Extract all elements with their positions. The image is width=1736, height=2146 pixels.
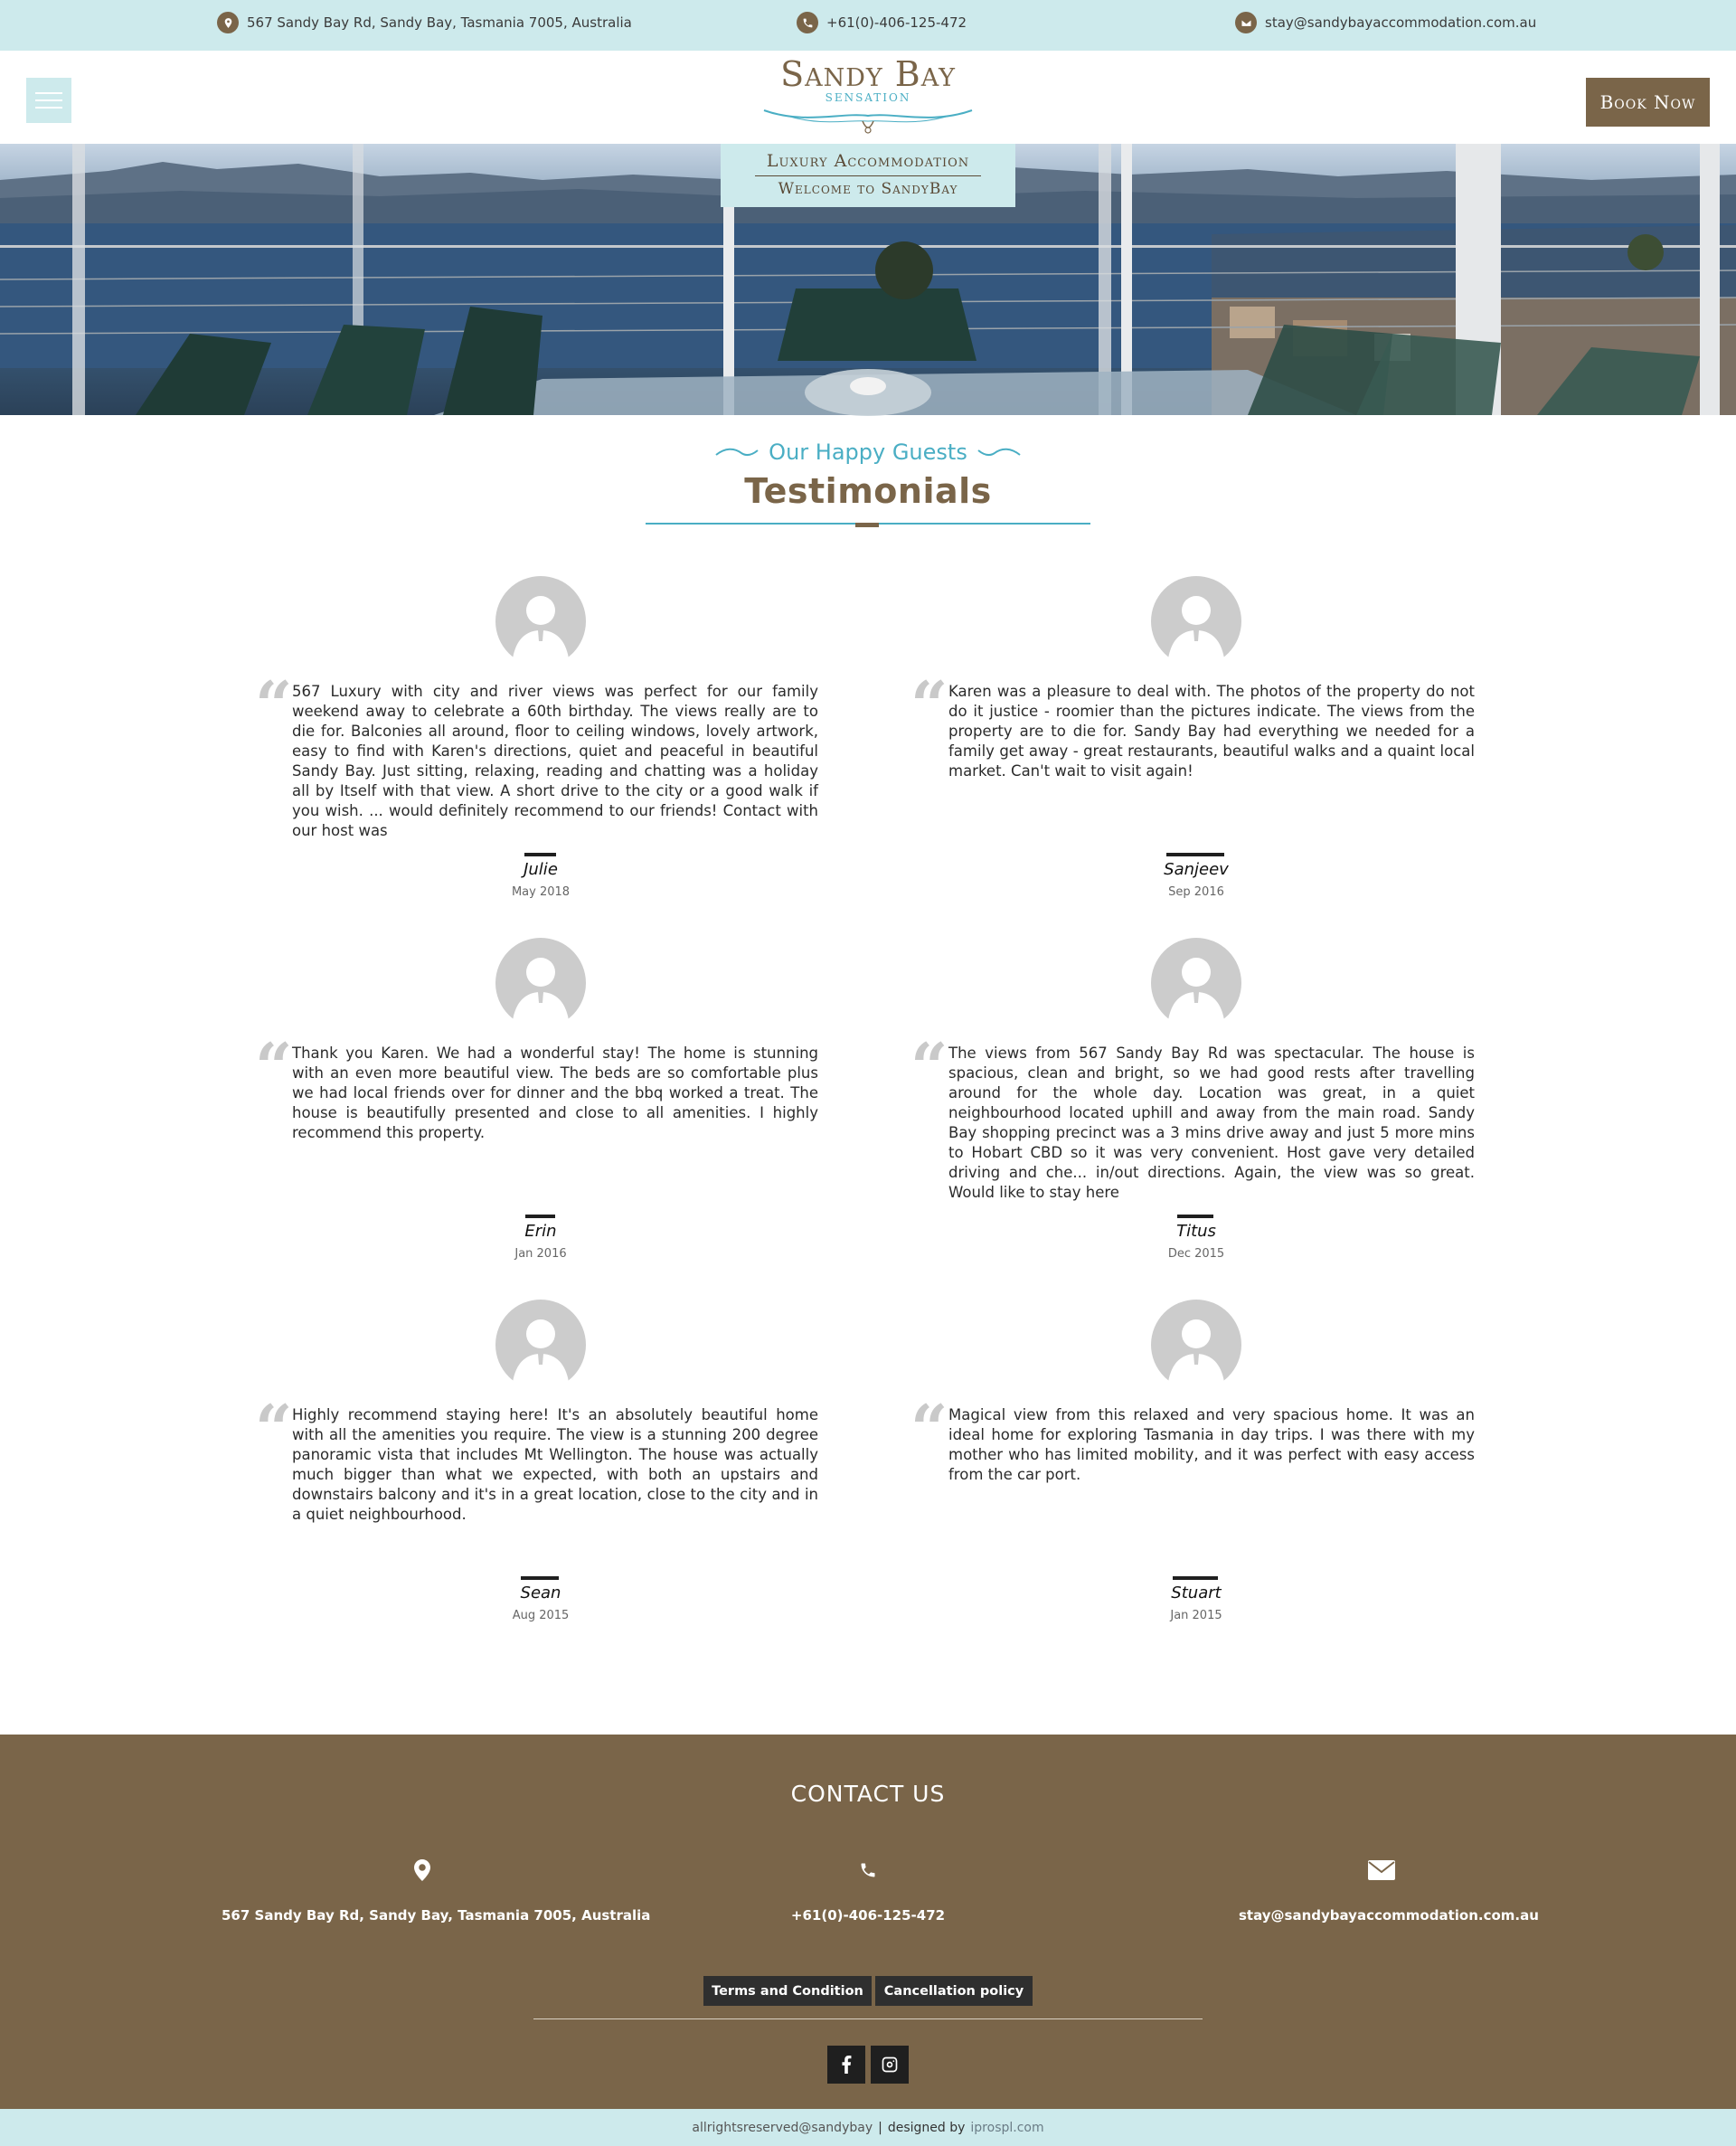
quote-icon: “ (255, 666, 293, 743)
quote-icon: “ (255, 1028, 293, 1105)
contact-us-heading: CONTACT US (790, 1781, 946, 1807)
guest-name: Sanjeev (1164, 860, 1229, 879)
hero-badge-divider (755, 175, 981, 176)
site-footer (0, 1735, 1736, 2109)
guest-name: Erin (524, 1222, 557, 1241)
hero-badge-subtitle: Welcome to SandyBay (778, 180, 958, 198)
quote-icon: “ (910, 1028, 948, 1105)
review-date: Aug 2015 (512, 1609, 570, 1622)
testimonials-subtitle-text: Our Happy Guests (769, 440, 967, 465)
review-text: Magical view from this relaxed and very spacious home. It was an ideal home for exploring Tasmania in day trips. I was there with my mother who has limited mobility, and it was perfect with easy access from the car port. (948, 1406, 1475, 1483)
guest-name: Titus (1176, 1222, 1216, 1241)
menu-toggle-button[interactable] (26, 78, 71, 123)
hamburger-line (35, 107, 62, 109)
left-swirl-ornament (714, 446, 760, 459)
testimonials-divider-mark (855, 523, 879, 527)
review-date: Dec 2015 (1167, 1247, 1225, 1261)
top-phone[interactable] (797, 12, 967, 33)
logo-sub-text: SENSATION (825, 91, 911, 104)
terms-and-condition-button[interactable]: Terms and Condition (703, 1976, 872, 2006)
review-text: The views from 567 Sandy Bay Rd was spectacular. The house is spacious, clean and bright, so we had good rests after travelling around for the whole day. Location was great, in a quiet neighbourhood located uphill and away from the main road. Sandy Bay shopping precinct was a 3 mins drive away and just 5 more mins to Hobart CBD so it was very convenient. Host gave very detailed driving and che... in/out directions. Again, the view was so great. Would like to stay here (948, 1045, 1475, 1201)
hero-banner (0, 144, 1736, 415)
top-address (217, 12, 632, 33)
hero-badge-title: Luxury Accommodation (766, 151, 970, 171)
phone-icon (797, 12, 818, 33)
quote-icon: “ (910, 1390, 948, 1467)
map-pin-icon (404, 1852, 440, 1888)
testimonials-title: Testimonials (744, 471, 992, 511)
cancellation-policy-button[interactable]: Cancellation policy (875, 1976, 1033, 2006)
review-text: Karen was a pleasure to deal with. The photos of the property do not do it justice - roomier than the pictures indicate. The views from the property are to die for. Sandy Bay had everything we needed for a family get away - great restaurants, beautiful walks and a quaint local market. Can't wait to visit again! (948, 683, 1475, 780)
facebook-icon[interactable] (827, 2046, 865, 2084)
guest-avatar-icon (1151, 576, 1241, 666)
review-date: Jan 2015 (1170, 1609, 1222, 1622)
book-now-button[interactable]: Book Now (1586, 78, 1710, 127)
copyright-bar (0, 2109, 1736, 2146)
top-contact-bar (0, 0, 1736, 51)
name-divider (1166, 853, 1224, 856)
name-divider (1177, 1215, 1213, 1218)
designer-link[interactable]: iprospl.com (970, 2120, 1044, 2135)
envelope-icon (1363, 1852, 1400, 1888)
hamburger-line (35, 92, 62, 94)
guest-name: Sean (520, 1584, 561, 1602)
logo-main-text: Sandy Bay (780, 54, 956, 94)
guest-avatar-icon (495, 938, 586, 1028)
site-logo[interactable] (750, 52, 986, 141)
top-email[interactable] (1235, 12, 1536, 33)
envelope-icon (1235, 12, 1257, 33)
guest-avatar-icon (1151, 938, 1241, 1028)
right-swirl-ornament (976, 446, 1022, 459)
hero-welcome-badge (721, 144, 1015, 207)
guest-name: Stuart (1171, 1584, 1222, 1602)
review-date: May 2018 (511, 885, 571, 899)
top-email-text[interactable]: stay@sandybayaccommodation.com.au (1265, 14, 1537, 31)
review-date: Jan 2016 (514, 1247, 567, 1261)
name-divider (524, 853, 556, 856)
footer-email[interactable]: stay@sandybayaccommodation.com.au (1239, 1907, 1539, 1924)
footer-address: 567 Sandy Bay Rd, Sandy Bay, Tasmania 7005, Australia (222, 1907, 651, 1924)
guest-name: Julie (524, 860, 558, 879)
logo-swirl-ornament (760, 103, 976, 139)
instagram-icon[interactable] (871, 2046, 909, 2084)
guest-avatar-icon (495, 1300, 586, 1390)
review-text: Thank you Karen. We had a wonderful stay! The home is stunning with an even more beautiful view. The beds are so comfortable plus we had local friends over for dinner and the bbq worked a treat. The house is beautifully presented and close to all amenities. I highly recommend this property. (292, 1045, 818, 1141)
designed-by-text: designed by (887, 2120, 966, 2135)
guest-avatar-icon (495, 576, 586, 666)
quote-icon: “ (910, 666, 948, 743)
footer-divider (533, 2018, 1203, 2019)
name-divider (525, 1215, 555, 1218)
top-phone-text[interactable]: +61(0)-406-125-472 (826, 14, 967, 31)
quote-icon: “ (255, 1390, 293, 1467)
site-header (0, 51, 1736, 144)
footer-phone[interactable]: +61(0)-406-125-472 (790, 1907, 946, 1924)
review-text: Highly recommend staying here! It's an absolutely beautiful home with all the amenities you require. The view is a stunning 200 degree panoramic vista that includes Mt Wellington. The house was actually much bigger than what we expected, with both an upstairs and downstairs balcony and it's in a great location, close to the city and in a quiet neighbourhood. (292, 1406, 818, 1523)
copyright-separator: | (878, 2120, 882, 2135)
review-date: Sep 2016 (1168, 885, 1224, 899)
testimonials-subtitle (0, 440, 1736, 465)
copyright-text: allrightsreserved@sandybay (692, 2120, 873, 2135)
review-text: 567 Luxury with city and river views was perfect for our family weekend away to celebrate a 60th birthday. The views really are to die for. Balconies all around, floor to ceiling windows, lovely artwork, easy to find with Karen's directions, quiet and peaceful in beautiful Sandy Bay. Just sitting, relaxing, reading and chatting was a holiday all by Itself with that view. A short drive to the city or a good walk if you wish. ... would definitely recommend to our friends! Contact with our host was (292, 683, 818, 839)
guest-avatar-icon (1151, 1300, 1241, 1390)
top-address-text: 567 Sandy Bay Rd, Sandy Bay, Tasmania 7005, Australia (247, 14, 632, 31)
name-divider (1173, 1576, 1218, 1580)
hamburger-line (35, 99, 62, 101)
name-divider (521, 1576, 559, 1580)
phone-icon (850, 1852, 886, 1888)
map-pin-icon (217, 12, 239, 33)
